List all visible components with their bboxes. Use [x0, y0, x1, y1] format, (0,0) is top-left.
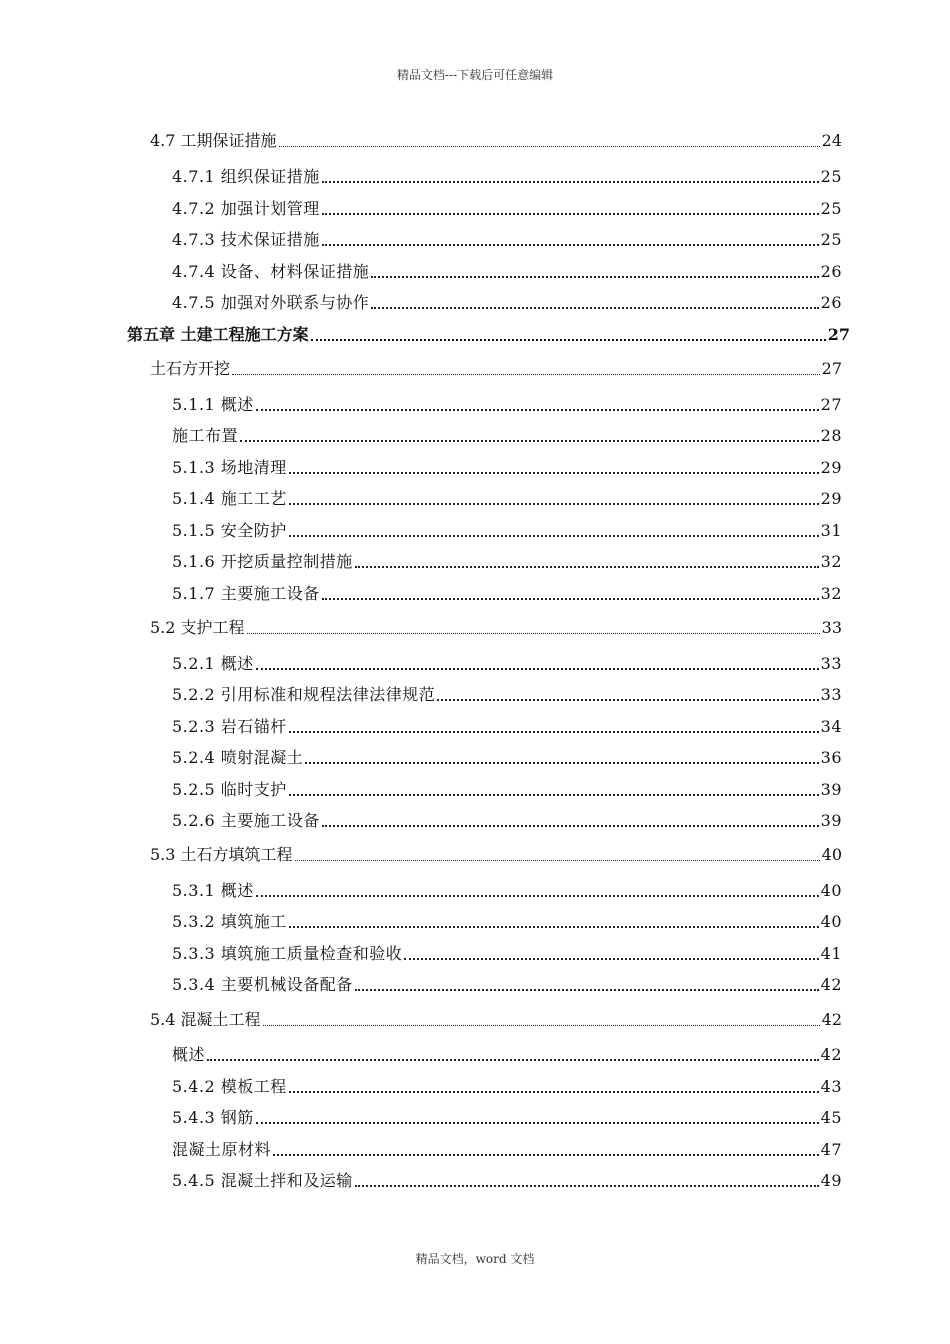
toc-entry-5-2-5[interactable]	[172, 777, 842, 800]
dot-leader	[263, 1024, 820, 1026]
toc-entry-4-7-1[interactable]	[172, 164, 842, 187]
dot-leader	[295, 859, 820, 861]
dot-leader	[273, 1153, 819, 1156]
toc-entry-5-3[interactable]	[150, 842, 842, 865]
toc-entry-5-4-1[interactable]	[172, 1042, 842, 1065]
toc-entry-4-7-2[interactable]	[172, 196, 842, 219]
toc-entry-title: 5.1.6 开挖质量控制措施	[172, 552, 353, 571]
dot-leader	[289, 502, 819, 505]
toc-entry-5-1-1[interactable]	[172, 392, 842, 415]
toc-entry-page: 40	[821, 845, 842, 864]
dot-leader	[355, 1184, 819, 1187]
toc-entry-title: 5.2.2 引用标准和规程法律法律规范	[172, 685, 436, 704]
toc-entry-page: 29	[820, 489, 842, 508]
toc-entry-page: 45	[820, 1108, 842, 1127]
dot-leader	[289, 471, 819, 474]
dot-leader	[279, 145, 820, 147]
toc-entry-page: 24	[821, 131, 842, 150]
toc-entry-page: 39	[820, 811, 842, 830]
toc-entry-title: 5.4.2 模板工程	[172, 1077, 287, 1096]
dot-leader	[256, 667, 819, 670]
toc-entry-page: 25	[820, 230, 842, 249]
toc-entry-title: 5.2.1 概述	[172, 654, 254, 673]
toc-entry-page: 34	[820, 717, 842, 736]
toc-entry-page: 40	[820, 881, 842, 900]
dot-leader	[437, 698, 818, 701]
toc-entry-title: 混凝土原材料	[172, 1140, 272, 1159]
toc-entry-page: 42	[820, 1045, 842, 1064]
page-footer: 精品文档，word 文档	[415, 1252, 535, 1266]
dot-leader	[311, 338, 826, 341]
dot-leader	[371, 306, 818, 309]
toc-entry-5-4-4[interactable]	[172, 1137, 842, 1160]
toc-entry-5-3-4[interactable]	[172, 972, 842, 995]
toc-entry-title: 5.1.3 场地清理	[172, 458, 287, 477]
toc-entry-page: 36	[820, 748, 842, 767]
dot-leader	[289, 925, 819, 928]
toc-entry-page: 25	[820, 167, 842, 186]
toc-entry-title: 5.2.6 主要施工设备	[172, 811, 320, 830]
toc-entry-page: 32	[820, 552, 842, 571]
toc-entry-title: 5.3.1 概述	[172, 881, 254, 900]
dot-leader	[289, 730, 819, 733]
toc-entry-5-2[interactable]	[150, 615, 842, 638]
toc-entry-title: 5.2.5 临时支护	[172, 780, 287, 799]
toc-entry-5-2-4[interactable]	[172, 745, 842, 768]
toc-entry-5-2-3[interactable]	[172, 714, 842, 737]
dot-leader	[232, 373, 820, 375]
dot-leader	[289, 534, 819, 537]
toc-entry-5-1-4[interactable]	[172, 486, 842, 509]
toc-entry-title: 5.3 土石方填筑工程	[150, 845, 293, 864]
dot-leader	[256, 408, 819, 411]
dot-leader	[305, 761, 818, 764]
toc-entry-title: 4.7.2 加强计划管理	[172, 199, 320, 218]
toc-entry-5-3-1[interactable]	[172, 878, 842, 901]
toc-entry-5-2-2[interactable]	[172, 682, 842, 705]
dot-leader	[322, 212, 819, 215]
toc-entry-page: 26	[820, 293, 842, 312]
toc-entry-title: 5.1.7 主要施工设备	[172, 584, 320, 603]
toc-entry-title: 5.3.2 填筑施工	[172, 912, 287, 931]
toc-entry-title: 5.2.3 岩石锚杆	[172, 717, 287, 736]
toc-entry-4-7-5[interactable]	[172, 290, 842, 313]
toc-entry-page: 27	[820, 395, 842, 414]
dot-leader	[240, 439, 819, 442]
toc-entry-title: 5.1.4 施工工艺	[172, 489, 287, 508]
toc-entry-chapter-5[interactable]	[127, 322, 850, 345]
toc-entry-5-3-3[interactable]	[172, 941, 842, 964]
dot-leader	[355, 988, 819, 991]
toc-entry-page: 31	[820, 521, 842, 540]
toc-entry-5-1-6[interactable]	[172, 549, 842, 572]
toc-entry-page: 42	[821, 1010, 842, 1029]
toc-entry-page: 33	[821, 618, 842, 637]
toc-entry-4-7-4[interactable]	[172, 259, 842, 282]
toc-entry-page: 43	[820, 1077, 842, 1096]
toc-entry-5-4-5[interactable]	[172, 1168, 842, 1191]
toc-entry-4-7-3[interactable]	[172, 227, 842, 250]
toc-entry-title: 4.7.4 设备、材料保证措施	[172, 262, 370, 281]
toc-entry-page: 42	[820, 975, 842, 994]
toc-entry-5-4-3[interactable]	[172, 1105, 842, 1128]
toc-entry-page: 25	[820, 199, 842, 218]
dot-leader	[289, 793, 819, 796]
dot-leader	[322, 824, 819, 827]
toc-entry-page: 27	[827, 325, 850, 344]
toc-entry-5-1-5[interactable]	[172, 518, 842, 541]
dot-leader	[322, 243, 819, 246]
toc-entry-page: 49	[820, 1171, 842, 1190]
dot-leader	[289, 1090, 819, 1093]
dot-leader	[355, 565, 819, 568]
toc-entry-page: 39	[820, 780, 842, 799]
toc-entry-title: 4.7 工期保证措施	[150, 131, 277, 150]
toc-entry-page: 26	[820, 262, 842, 281]
dot-leader	[322, 597, 819, 600]
toc-entry-4-7[interactable]	[150, 128, 842, 151]
toc-entry-title: 5.4.5 混凝土拌和及运输	[172, 1171, 353, 1190]
toc-entry-5-1[interactable]	[150, 356, 842, 379]
toc-entry-title: 5.3.3 填筑施工质量检查和验收	[172, 944, 403, 963]
toc-entry-5-4[interactable]	[150, 1007, 842, 1030]
toc-entry-title: 施工布置	[172, 426, 239, 445]
dot-leader	[322, 180, 819, 183]
toc-entry-title: 第五章 土建工程施工方案	[127, 325, 309, 344]
toc-entry-5-2-1[interactable]	[172, 651, 842, 674]
toc-entry-5-3-2[interactable]	[172, 909, 842, 932]
toc-entry-page: 29	[820, 458, 842, 477]
toc-entry-title: 5.4 混凝土工程	[150, 1010, 261, 1029]
toc-entry-title: 土石方开挖	[150, 359, 231, 378]
toc-entry-title: 4.7.5 加强对外联系与协作	[172, 293, 370, 312]
toc-entry-5-1-2[interactable]	[172, 423, 842, 446]
toc-entry-title: 4.7.3 技术保证措施	[172, 230, 320, 249]
toc-entry-5-2-6[interactable]	[172, 808, 842, 831]
page-header: 精品文档---下载后可任意编辑	[396, 68, 554, 82]
toc-entry-title: 5.2.4 喷射混凝土	[172, 748, 304, 767]
toc-entry-5-1-7[interactable]	[172, 581, 842, 604]
dot-leader	[207, 1058, 819, 1061]
toc-entry-page: 33	[820, 654, 842, 673]
toc-entry-page: 33	[820, 685, 842, 704]
toc-entry-page: 32	[820, 584, 842, 603]
toc-entry-5-4-2[interactable]	[172, 1074, 842, 1097]
toc-entry-title: 5.2 支护工程	[150, 618, 245, 637]
dot-leader	[256, 1121, 819, 1124]
toc-entry-page: 41	[820, 944, 842, 963]
toc-entry-page: 28	[820, 426, 842, 445]
toc-entry-page: 27	[821, 359, 842, 378]
dot-leader	[371, 275, 818, 278]
toc-entry-title: 4.7.1 组织保证措施	[172, 167, 320, 186]
dot-leader	[256, 894, 819, 897]
toc-entry-page: 40	[820, 912, 842, 931]
dot-leader	[247, 632, 820, 634]
toc-entry-title: 5.1.1 概述	[172, 395, 254, 414]
toc-entry-title: 5.1.5 安全防护	[172, 521, 287, 540]
dot-leader	[404, 957, 818, 960]
toc-entry-title: 概述	[172, 1045, 206, 1064]
toc-entry-title: 5.4.3 钢筋	[172, 1108, 254, 1127]
toc-entry-5-1-3[interactable]	[172, 455, 842, 478]
toc-entry-page: 47	[820, 1140, 842, 1159]
toc-entry-title: 5.3.4 主要机械设备配备	[172, 975, 353, 994]
